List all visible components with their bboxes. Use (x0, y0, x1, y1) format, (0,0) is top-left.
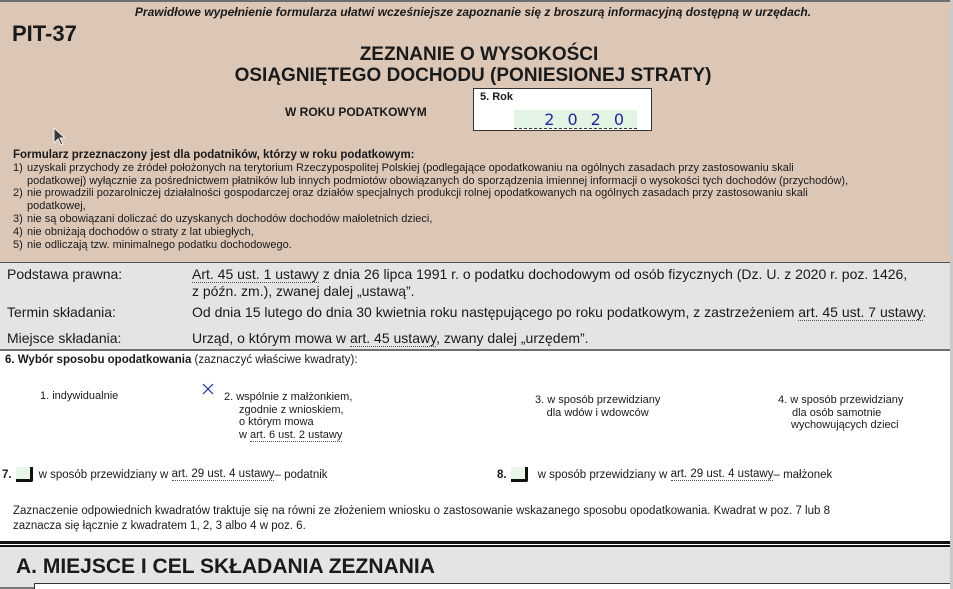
section-6-heading-hint: (zaznaczyć właściwe kwadraty): (191, 354, 358, 366)
section-6-taxation-method (0, 351, 950, 541)
deadline-label: Termin składania: (7, 304, 116, 320)
form-title-line1: ZEZNANIE O WYSOKOŚCI (359, 44, 599, 65)
form-title-line2: OSIĄGNIĘTEGO DOCHODU (PONIESIONEJ STRATY) (234, 65, 712, 86)
position-8-link[interactable]: art. 29 ust. 4 ustawy (670, 468, 774, 480)
intro-item-text: nie obniżają dochodów o straty z lat ubiegłych, (27, 225, 254, 238)
form-notice: Prawidłowe wypełnienie formularza ułatwi wcześniejsze zapoznanie się z broszurą informacyjną dostępną w urzędach. (134, 5, 812, 19)
position-7-end: – podatnik (274, 468, 328, 481)
intro-item (13, 187, 943, 200)
intro-item (13, 226, 943, 239)
position-8-text: w sposób przewidziany w (537, 468, 668, 481)
checked-x-icon[interactable] (201, 382, 215, 396)
option-2-link[interactable]: art. 6 ust. 2 ustawy (250, 428, 343, 441)
intro-item (13, 239, 943, 252)
position-7-number: 7. (2, 468, 12, 481)
year-input[interactable]: 2020 (514, 110, 637, 129)
legal-basis-text-cont: z późn. zm.), zwanej dalej „ustawą”. (192, 283, 415, 299)
deadline-end: . (922, 304, 927, 320)
year-field-caption: 5. Rok (480, 91, 514, 103)
option-label-cont: wychowujących dzieci (791, 419, 899, 431)
position-8-number: 8. (497, 468, 507, 481)
deadline-value (192, 304, 952, 321)
intro-item-number: 1) (13, 161, 23, 174)
year-label: W ROKU PODATKOWYM (285, 105, 427, 119)
intro-item-text: uzyskali przychody ze źródeł położonych na terytorium Rzeczypospolitej Polskiej (podlegające opodatkowaniu na ogólnych zasadach przy zastosowaniu skali (27, 161, 794, 174)
place-link[interactable]: art. 45 ustawy (349, 330, 437, 346)
legal-basis-value (192, 266, 952, 300)
intro-item-number: 5) (13, 238, 23, 251)
intro-item-number: 4) (13, 225, 23, 238)
place-text: Urząd, o którym mowa w (192, 330, 350, 346)
position-8-end: – małżonek (773, 468, 833, 481)
option-label-cont: zgodnie z wnioskiem, (239, 403, 344, 416)
deadline-text: Od dnia 15 lutego do dnia 30 kwietnia roku następującego po roku podatkowym, z zastrzeżeniem (192, 304, 799, 320)
place-end: , zwany dalej „urzędem”. (436, 330, 589, 346)
option-label: 1. indywidualnie (40, 390, 119, 402)
legal-basis-text: z dnia 26 lipca 1991 r. o podatku dochodowym od osób fizycznych (Dz. U. z 2020 r. poz. 1426, (318, 266, 908, 282)
deadline-link[interactable]: art. 45 ust. 7 ustawy (798, 304, 923, 320)
legal-basis-link[interactable]: Art. 45 ust. 1 ustawy (192, 266, 319, 282)
option-label-cont: o którym mowa (239, 416, 314, 428)
section-a (0, 547, 950, 589)
section-6-heading (5, 354, 358, 366)
option-label: 2. wspólnie z małżonkiem, (224, 391, 353, 403)
intro-item (13, 162, 943, 175)
intro-lead: Formularz przeznaczony jest dla podatników, którzy w roku podatkowym: (13, 149, 415, 161)
intro-eligibility (13, 149, 943, 251)
option-label-cont: dla wdów i wdowców (546, 406, 649, 419)
position-7-link[interactable]: art. 29 ust. 4 ustawy (171, 468, 275, 480)
position-8-row (497, 467, 832, 482)
intro-item-text: nie są obowiązani doliczać do uzyskanych dochodów dochodów małoletnich dzieci, (27, 212, 433, 225)
section-a-field-box (34, 583, 950, 589)
option-2-joint[interactable] (224, 391, 352, 441)
intro-item-text: nie prowadzili pozarolniczej działalności gospodarczej oraz działów specjalnych produkcji rolnej opodatkowanych na ogólnych zasadach przy zastosowaniu skali (27, 187, 808, 200)
intro-item-number: 2) (13, 187, 23, 200)
option-4-single-parents[interactable] (778, 394, 903, 432)
intro-item-text-cont: podatkowej, (27, 200, 86, 213)
option-label-cont: w (239, 428, 250, 441)
year-field-box (473, 88, 652, 131)
option-3-widows[interactable] (535, 394, 660, 419)
intro-item-text: nie odliczają tzw. minimalnego podatku dochodowego. (27, 238, 292, 251)
section-6-heading-bold: 6. Wybór sposobu opodatkowania (5, 354, 192, 366)
position-7-text: w sposób przewidziany w (38, 468, 169, 481)
position-8-checkbox[interactable] (511, 467, 528, 482)
option-label: 3. w sposób przewidziany (535, 394, 661, 406)
legal-basis-label: Podstawa prawna: (7, 266, 123, 282)
intro-item (13, 213, 943, 226)
option-label: 4. w sposób przewidziany (778, 394, 904, 406)
legal-info (0, 262, 950, 351)
form-title (0, 44, 946, 86)
section-a-title: A. MIEJSCE I CEL SKŁADANIA ZEZNANIA (16, 555, 435, 578)
place-value (192, 330, 952, 347)
form-code: PIT-37 (12, 21, 77, 46)
position-7-checkbox[interactable] (16, 467, 33, 482)
note-line: zaznacza się łącznie z kwadratem 1, 2, 3 albo 4 w poz. 6. (13, 520, 306, 532)
mouse-pointer-icon (52, 127, 66, 147)
option-1-individual[interactable] (40, 390, 118, 403)
intro-item-number: 3) (13, 212, 23, 225)
place-label: Miejsce składania: (7, 330, 122, 346)
position-7-row (2, 467, 328, 482)
form-header (0, 0, 950, 262)
section-6-note (13, 504, 913, 534)
intro-item-text-cont: podatkowej) wyłącznie za pośrednictwem płatników lub innych podmiotów obowiązanych do sporządzenia imiennej informacji o wysokości tych dochodów (przychodów), (27, 174, 849, 187)
note-line: Zaznaczenie odpowiednich kwadratów traktuje się na równi ze złożeniem wniosku o zastosowanie wskazanego sposobu opodatkowania. Kwadrat w poz. 7 lub 8 (13, 505, 830, 517)
option-label-cont: dla osób samotnie (792, 406, 882, 419)
